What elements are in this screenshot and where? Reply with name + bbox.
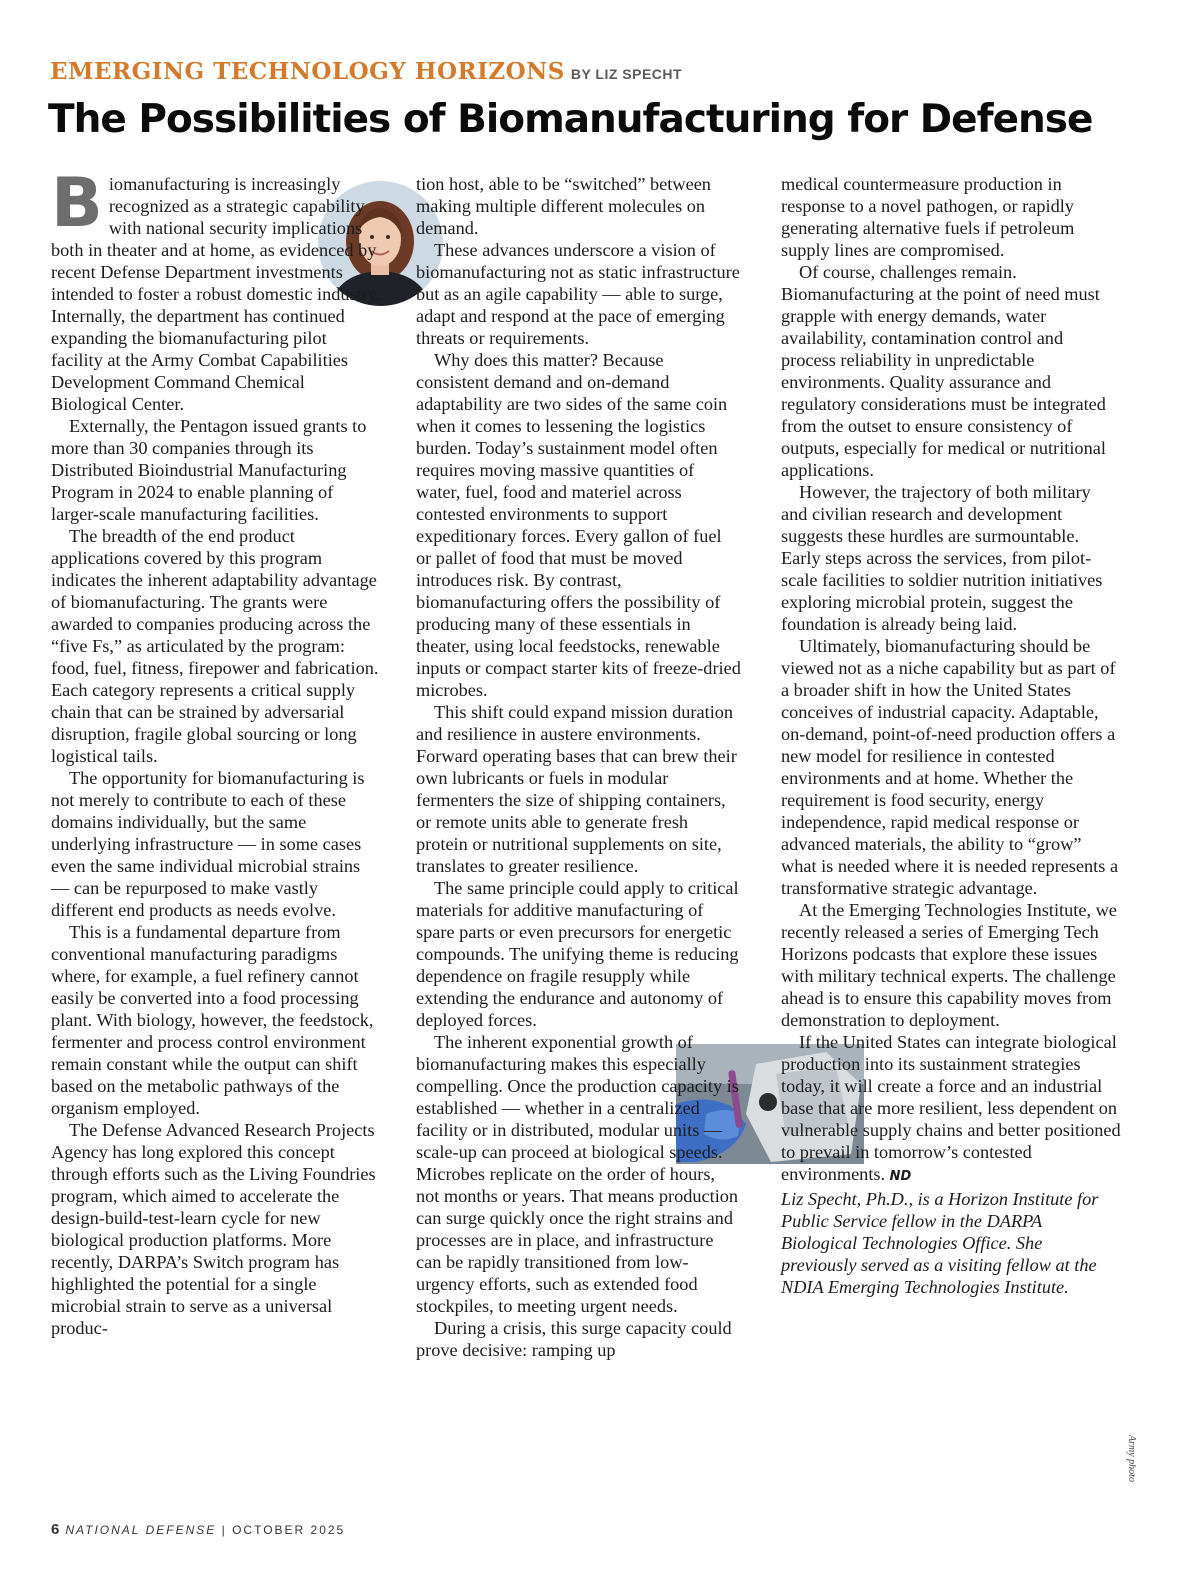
paragraph-text: iomanufacturing is increasingly recognized as a strategic capability with national security implications both in theater and at home, as evidenced by recent Defense Department investments intended to foster a robust domestic industry. Internally, the department has continued expanding the biomanufacturing pilot facility at the Army Combat Capabilities Development Command Chemical Biological Center. — [51, 174, 381, 414]
article-paragraph: Of course, challenges remain. Biomanufacturing at the point of need must grapple with energy demands, water availability, contamination control and process reliability in unpredictable environments. Quality assurance and regulatory considerations must be integrated from the outset to ensure consistency of outputs, especially for medical or nutritional applications. — [781, 262, 1106, 480]
article-paragraph: tion host, able to be “switched” between making multiple different molecules on demand. — [416, 174, 711, 238]
author-bio: Liz Specht, Ph.D., is a Horizon Institute for Public Service fellow in the DARPA Biological Technologies Office. She previously served as a visiting fellow at the NDIA Emerging Technologies Institute. — [781, 1189, 1099, 1297]
article-headline: The Possibilities of Biomanufacturing for Defense — [48, 97, 1093, 142]
article-paragraph: The Defense Advanced Research Projects Agency has long explored this concept through efforts such as the Living Foundries program, which aimed to accelerate the design-build-test-learn cycle for new biological production platforms. More recently, DARPA’s Switch program has highlighted the potential for a single microbial strain to serve as a universal produc- — [51, 1120, 376, 1338]
article-paragraph: The same principle could apply to critical materials for additive manufacturing of spare parts or even precursors for energetic compounds. The unifying theme is reducing dependence on fragile resupply while extending the endurance and autonomy of deployed forces. — [416, 878, 739, 1030]
article-paragraph — [781, 1031, 1121, 1188]
page-footer — [51, 1521, 345, 1538]
article-paragraph: At the Emerging Technologies Institute, we recently released a series of Emerging Tech Horizons podcasts that explore these issues with military technical experts. The challenge ahead is to ensure this capability moves from demonstration to deployment. — [781, 900, 1117, 1030]
paragraph-text: If the United States can integrate biological production into its sustainment strategies today, it will create a force and an industrial base that are more resilient, less dependent on vulnerable supply chains and better positioned to prevail in tomorrow’s contested environments. — [781, 1032, 1121, 1184]
article-paragraph: medical countermeasure production in response to a novel pathogen, or rapidly generating alternative fuels if petroleum supply lines are compromised. — [781, 174, 1075, 260]
byline: BY LIZ SPECHT — [570, 66, 683, 82]
article-paragraph: Why does this matter? Because consistent demand and on-demand adaptability are two sides of the same coin when it comes to lessening the logistics burden. Today’s sustainment model often requires moving massive quantities of water, fuel, food and materiel across contested environments to support expeditionary forces. Every gallon of fuel or pallet of food that must be moved introduces risk. By contrast, biomanufacturing offers the possibility of producing many of these essentials in theater, using local feedstocks, renewable inputs or compact starter kits of freeze-dried microbes. — [416, 350, 741, 700]
article-paragraph: The inherent exponential growth of biomanufacturing makes this especially compelling. Once the production capacity is established — whether in a centralized facility or in distributed, modular units — scale-up can proceed at biological speeds. Microbes replicate on the order of hours, not months or years. That means production can surge quickly once the right strains and processes are in place, and infrastructure can be rapidly transitioned from low-urgency efforts, such as extended food stockpiles, to meeting urgent needs. — [416, 1032, 739, 1316]
section-header — [50, 58, 1150, 85]
drop-cap: B — [51, 164, 103, 243]
article-paragraph: This is a fundamental departure from conventional manufacturing paradigms where, for example, a fuel refinery cannot easily be converted into a food processing plant. With biology, however, the feedstock, fermenter and process control environment remain constant while the output can shift based on the metabolic pathways of the organism employed. — [51, 922, 374, 1118]
article-paragraph: Ultimately, biomanufacturing should be viewed not as a niche capability but as part of a broader shift in how the United States conceives of industrial capacity. Adaptable, on-demand, point-of-need production offers a new model for resilience in contested environments and at home. Whether the requirement is food security, energy independence, rapid medical response or advanced materials, the ability to “grow” what is needed where it is needed represents a transformative strategic advantage. — [781, 636, 1119, 898]
footer-separator: | — [221, 1523, 227, 1537]
publication-name: NATIONAL DEFENSE — [65, 1523, 217, 1537]
photo-credit: Army photo — [1126, 1435, 1137, 1482]
article-paragraph — [51, 164, 381, 415]
article-paragraph: These advances underscore a vision of biomanufacturing not as static infrastructure but as an agile capability — able to surge, adapt and respond at the pace of emerging threats or requirements. — [416, 240, 740, 348]
article-column-2 — [416, 173, 741, 1361]
article-paragraph: The breadth of the end product applications covered by this program indicates the inherent adaptability advantage of biomanufacturing. The grants were awarded to companies producing across the “five Fs,” as articulated by the program: food, fuel, fitness, firepower and fabrication. Each category represents a critical supply chain that can be strained by adversarial disruption, fragile global sourcing or long logistical tails. — [51, 526, 379, 766]
end-mark: ND — [889, 1169, 912, 1184]
article-paragraph: Externally, the Pentagon issued grants to more than 30 companies through its Distributed Bioindustrial Manufacturing Program in 2024 to enable planning of larger-scale manufacturing facilities. — [51, 416, 367, 524]
article-paragraph: During a crisis, this surge capacity could prove decisive: ramping up — [416, 1318, 732, 1360]
page-number: 6 — [51, 1521, 60, 1538]
column-kicker: EMERGING TECHNOLOGY HORIZONS — [50, 58, 565, 85]
issue-date: OCTOBER 2025 — [232, 1523, 346, 1537]
article-paragraph: However, the trajectory of both military and civilian research and development suggests these hurdles are surmountable. Early steps across the services, from pilot-scale facilities to soldier nutrition initiatives exploring microbial protein, suggest the foundation is already being laid. — [781, 482, 1103, 634]
article-paragraph: The opportunity for biomanufacturing is not merely to contribute to each of these domains individually, but the same underlying infrastructure — in some cases even the same individual microbial strains — can be repurposed to make vastly different end products as needs evolve. — [51, 768, 365, 920]
article-paragraph: This shift could expand mission duration and resilience in austere environments. Forward operating bases that can brew their own lubricants or fuels in modular fermenters the size of shipping containers, or remote units able to generate fresh protein or nutritional supplements on site, translates to greater resilience. — [416, 702, 737, 876]
article-column-1 — [51, 164, 381, 1339]
article-column-3 — [781, 173, 1121, 1298]
